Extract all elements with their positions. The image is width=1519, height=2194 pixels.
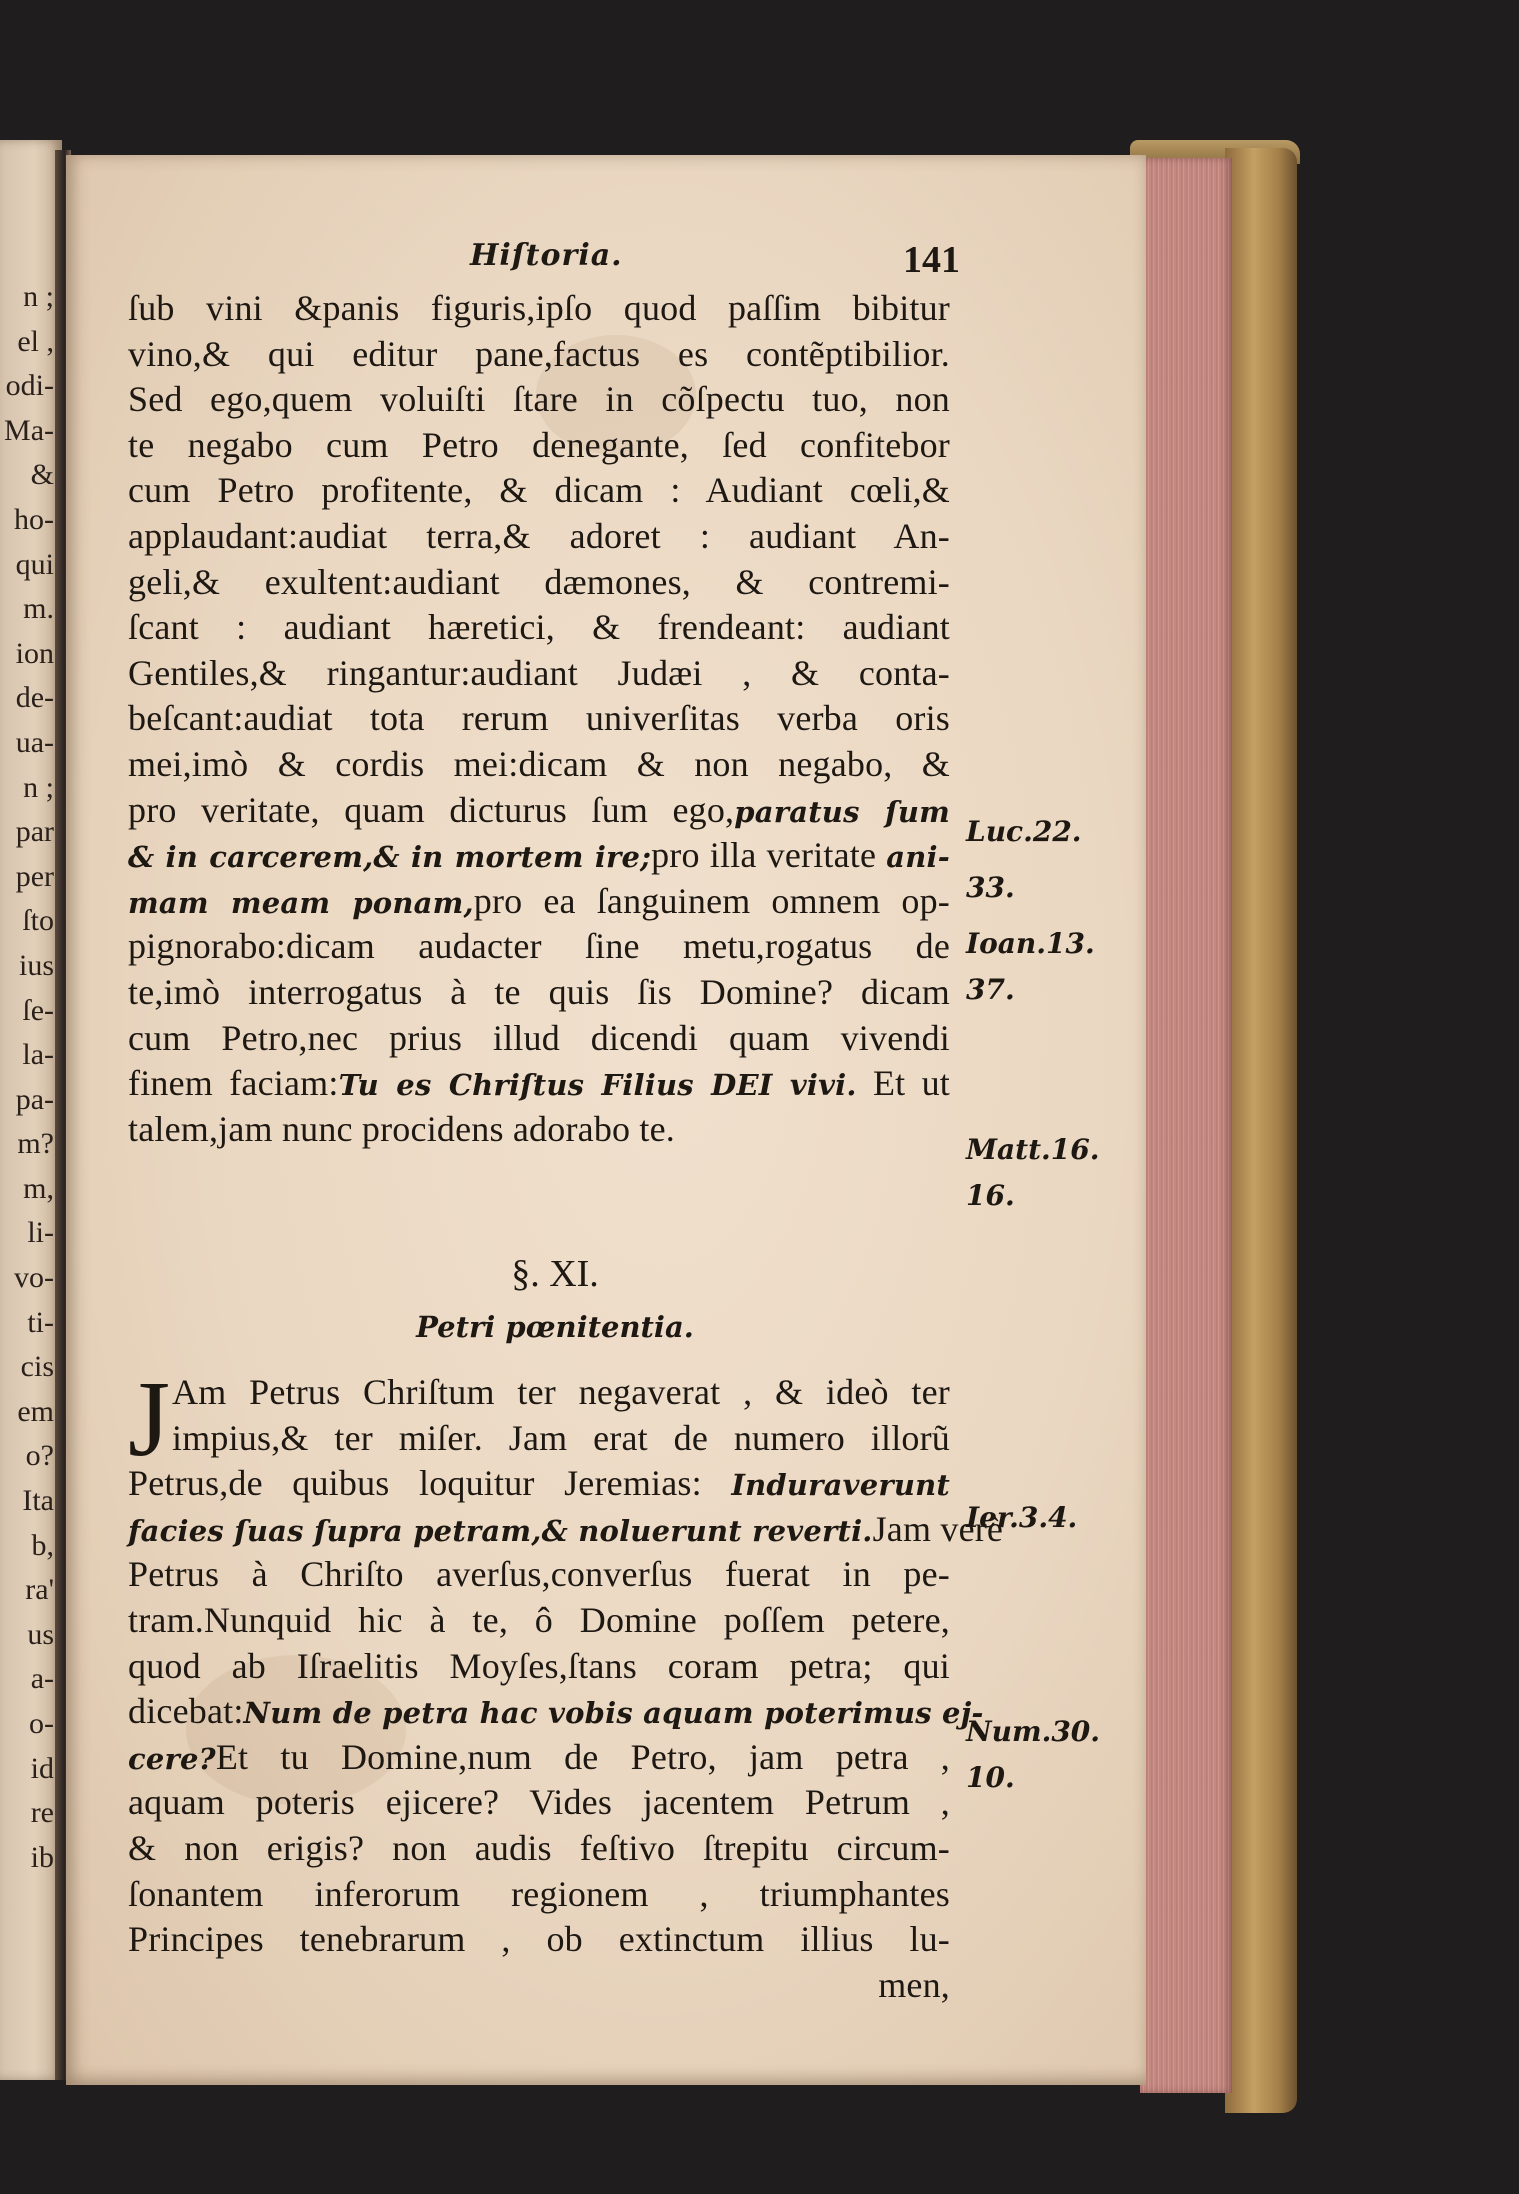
scripture-quote: Tu es Chriſtus Filius DEI vivi. bbox=[338, 1068, 857, 1103]
left-page-line: m, bbox=[23, 1171, 54, 1205]
left-page-line: ion bbox=[15, 636, 54, 670]
scripture-quote: Num de petra hac vobis aquam poterimus ej- bbox=[243, 1696, 984, 1731]
left-page-line: ib bbox=[30, 1840, 54, 1874]
left-page-line: Ma- bbox=[4, 413, 54, 447]
text-line: aquam poteris ejicere? Vides jacentem Petrum , bbox=[128, 1782, 950, 1823]
text-line: ſonantem inferorum regionem , triumphantes bbox=[128, 1873, 950, 1914]
left-page-line: a- bbox=[30, 1662, 54, 1696]
left-page-line: Ita bbox=[22, 1484, 54, 1518]
text-line: Am Petrus Chriſtum ter negaverat , & ideò ter bbox=[172, 1372, 950, 1412]
left-page-line: ſe- bbox=[22, 993, 54, 1027]
text-span: Et ut bbox=[856, 1063, 950, 1104]
text-line: Principes tenebrarum , ob extinctum illius lu- bbox=[128, 1919, 950, 1960]
text-line: talem,jam nunc procidens adorabo te. bbox=[128, 1108, 676, 1149]
left-page-line: m. bbox=[23, 592, 54, 626]
left-page-fragment bbox=[0, 140, 62, 2080]
text-line: Petrus à Chriſto averſus,converſus fuerat in pe- bbox=[128, 1554, 950, 1595]
text-line bbox=[128, 788, 950, 834]
text-span: pro veritate, quam dicturus ſum ego, bbox=[128, 789, 735, 830]
left-page-line: ho- bbox=[14, 502, 54, 536]
margin-reference-luke-verse: 33. bbox=[966, 871, 1015, 904]
scripture-quote: & in carcerem,& in mortem ire; bbox=[128, 840, 652, 875]
left-page-line: ſto bbox=[22, 904, 54, 938]
margin-reference-jeremiah: Ier.3.4. bbox=[966, 1501, 1078, 1534]
text-line bbox=[128, 1061, 950, 1107]
scripture-quote: facies ſuas ſupra petram,& noluerunt reverti. bbox=[128, 1513, 873, 1548]
margin-reference-matthew: Matt.16. bbox=[966, 1133, 1100, 1166]
margin-reference-john: Ioan.13. bbox=[966, 927, 1095, 960]
text-line: vino,& qui editur pane,factus es contẽptibilior. bbox=[128, 333, 950, 374]
text-line bbox=[128, 1507, 1004, 1553]
catchword: men, bbox=[878, 1964, 950, 2005]
left-page-text bbox=[0, 275, 62, 1880]
left-page-line: de- bbox=[15, 681, 54, 715]
scripture-quote: Induraverunt bbox=[731, 1468, 950, 1503]
text-line: tram.Nunquid hic à te, ô Domine poſſem petere, bbox=[128, 1599, 950, 1640]
text-line: applaudant:audiat terra,& adoret : audiant An- bbox=[128, 515, 950, 556]
left-page-line: pa- bbox=[15, 1082, 54, 1116]
left-page-line: b, bbox=[31, 1528, 54, 1562]
left-page-line: cis bbox=[20, 1350, 54, 1384]
text-line: geli,& exultent:audiant dæmones, & contremi- bbox=[128, 561, 950, 602]
left-page-line: li- bbox=[27, 1216, 54, 1250]
left-page-line: ua- bbox=[15, 725, 54, 759]
text-line: te,imò interrogatus à te quis ſis Domine? dicam bbox=[128, 971, 950, 1012]
text-line: beſcant:audiat tota rerum univerſitas verba oris bbox=[128, 698, 950, 739]
text-line: ſub vini &panis figuris,ipſo quod paſſim bibitur bbox=[128, 288, 950, 328]
text-span: dicebat: bbox=[128, 1691, 244, 1732]
left-page-line: & bbox=[30, 458, 54, 492]
text-line: & non erigis? non audis feſtivo ſtrepitu circum- bbox=[128, 1827, 950, 1868]
book-cover-edge bbox=[1225, 148, 1297, 2113]
left-page-line: vo- bbox=[14, 1261, 54, 1295]
left-page-line: el , bbox=[17, 324, 54, 358]
text-span: Jam verè bbox=[872, 1508, 1004, 1549]
scripture-quote: mam meam ponam, bbox=[128, 885, 474, 920]
text-line: cum Petro profitente, & dicam : Audiant cœli,& bbox=[128, 470, 950, 511]
text-line: Gentiles,& ringantur:audiant Judæi , & conta- bbox=[128, 652, 950, 693]
left-page-line: o- bbox=[29, 1707, 54, 1740]
left-page-line: odi- bbox=[5, 369, 54, 403]
left-page-line: ti- bbox=[27, 1305, 54, 1339]
margin-reference-numbers: Num.30. bbox=[966, 1715, 1101, 1748]
left-page-line: ra' bbox=[25, 1573, 54, 1607]
text-line: ſcant : audiant hæretici, & frendeant: audiant bbox=[128, 607, 950, 648]
left-page-line: la- bbox=[22, 1038, 54, 1072]
left-page-line: us bbox=[27, 1617, 54, 1651]
left-page-line: o? bbox=[25, 1439, 54, 1473]
section-title: Petri pœnitentia. bbox=[416, 1310, 694, 1344]
text-line: pignorabo:dicam audacter ſine metu,rogatus de bbox=[128, 926, 950, 967]
text-span: pro ea ſanguinem omnem op- bbox=[473, 880, 950, 921]
left-page-line: per bbox=[15, 859, 54, 893]
text-line: impius,& ter miſer. Jam erat de numero illorũ bbox=[172, 1417, 950, 1458]
scripture-quote: cere? bbox=[128, 1741, 216, 1776]
scripture-quote: paratus ſum bbox=[734, 794, 950, 829]
page-header bbox=[470, 238, 960, 284]
text-line: quod ab Iſraelitis Moyſes,ſtans coram petra; qui bbox=[128, 1645, 950, 1686]
left-page-line: re bbox=[30, 1796, 54, 1830]
text-line bbox=[128, 1735, 950, 1781]
left-page-line: m? bbox=[17, 1127, 54, 1161]
text-span: pro illa veritate bbox=[651, 835, 887, 876]
text-line bbox=[128, 833, 950, 879]
running-head: Hiſtoria. bbox=[470, 238, 623, 273]
left-page-line: qui bbox=[15, 547, 54, 581]
margin-reference-numbers-verse: 10. bbox=[966, 1761, 1015, 1794]
main-text-block bbox=[128, 286, 950, 1152]
text-line: Sed ego,quem voluiſti ſtare in cõſpectu tuo, non bbox=[128, 379, 950, 420]
left-page-line: ius bbox=[18, 948, 54, 982]
left-page-line: id bbox=[30, 1751, 54, 1785]
drop-cap: J bbox=[128, 1360, 171, 1479]
left-page-line: n ; bbox=[23, 280, 54, 313]
text-span: Petrus,de quibus loquitur Jeremias: bbox=[128, 1463, 732, 1504]
text-line bbox=[128, 1461, 950, 1507]
scripture-quote: ani- bbox=[886, 840, 950, 875]
text-line: mei,imò & cordis mei:dicam & non negabo, & bbox=[128, 743, 950, 784]
text-line: cum Petro,nec prius illud dicendi quam vivendi bbox=[128, 1017, 950, 1058]
left-page-line: n ; bbox=[23, 770, 54, 804]
text-span: Et tu Domine,num de Petro, jam petra , bbox=[215, 1736, 950, 1777]
section-number: §. XI. bbox=[511, 1253, 599, 1295]
text-line bbox=[128, 1689, 984, 1735]
margin-reference-luke: Luc.22. bbox=[966, 815, 1082, 848]
red-page-edges bbox=[1140, 158, 1232, 2093]
margin-reference-matthew-verse: 16. bbox=[966, 1179, 1015, 1212]
margin-reference-john-verse: 37. bbox=[966, 973, 1015, 1006]
text-line: te negabo cum Petro denegante, ſed confitebor bbox=[128, 424, 950, 465]
text-span: finem faciam: bbox=[128, 1063, 339, 1104]
left-page-line: em bbox=[17, 1394, 54, 1428]
left-page-line: par bbox=[15, 815, 54, 849]
page-number: 141 bbox=[903, 239, 960, 281]
text-line bbox=[128, 879, 950, 925]
